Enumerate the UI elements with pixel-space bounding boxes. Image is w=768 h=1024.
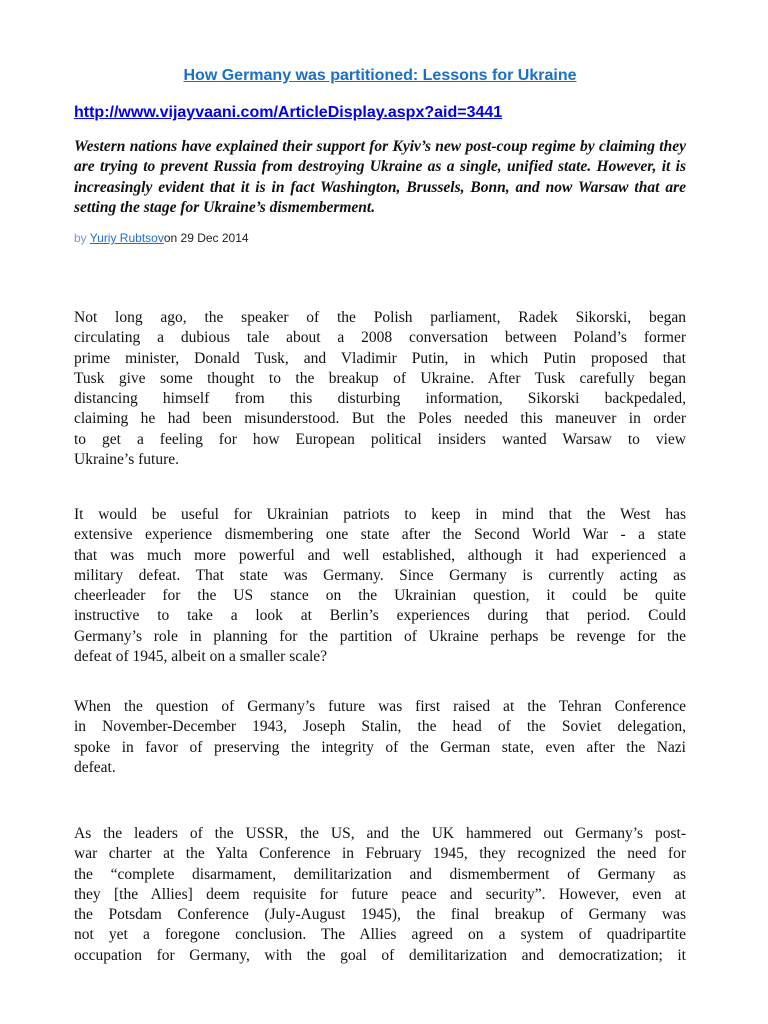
paragraph-line: Tusk give some thought to the breakup of Ukraine. After Tusk carefully began xyxy=(74,369,686,387)
paragraph-line: extensive experience dismembering one state after the Second World War - a state xyxy=(74,526,686,544)
paragraph-line: circulating a dubious tale about a 2008 conversation between Poland’s former xyxy=(74,329,686,347)
paragraph-line: instructive to take a look at Berlin’s experiences during that period. Could xyxy=(74,607,686,625)
byline xyxy=(74,231,249,245)
paragraph-line: defeat of 1945, albeit on a smaller scale? xyxy=(74,648,328,666)
paragraph-line: in November-December 1943, Joseph Stalin, the head of the Soviet delegation, xyxy=(74,718,686,736)
document-page xyxy=(74,0,686,1024)
byline-by: by xyxy=(74,231,90,245)
article-lede: Western nations have explained their support for Kyiv’s new post-coup regime by claiming they are trying to prevent Russia from destroying Ukraine as a single, unified state. However, it is increasingly evident that it is in fact Washington, Brussels, Bonn, and now Warsaw that are setting the stage for Ukraine’s dismemberment. xyxy=(74,138,686,216)
paragraph-4 xyxy=(74,824,686,966)
paragraph-line: claiming he had been misunderstood. But the Poles needed this maneuver in order xyxy=(74,410,686,428)
paragraph-line: not yet a foregone conclusion. The Allies agreed on a system of quadripartite xyxy=(74,926,686,944)
paragraph-line: war charter at the Yalta Conference in February 1945, they recognized the need for xyxy=(74,845,686,863)
article-title-link[interactable]: How Germany was partitioned: Lessons for Ukraine xyxy=(183,67,577,84)
paragraph-line: occupation for Germany, with the goal of demilitarization and democratization; it xyxy=(74,946,686,964)
author-link[interactable]: Yuriy Rubtsov xyxy=(89,231,164,245)
paragraph-line: spoke in favor of preserving the integrity of the German state, even after the Nazi xyxy=(74,738,686,756)
paragraph-line: It would be useful for Ukrainian patriots to keep in mind that the West has xyxy=(74,506,686,523)
paragraph-line: Germany’s role in planning for the partition of Ukraine perhaps be revenge for the xyxy=(74,627,686,645)
paragraph-line: Not long ago, the speaker of the Polish parliament, Radek Sikorski, began xyxy=(74,309,686,326)
paragraph-line: military defeat. That state was Germany. Since Germany is currently acting as xyxy=(74,566,686,584)
paragraph-3 xyxy=(74,697,686,778)
paragraph-line: the “complete disarmament, demilitarization and dismemberment of Germany as xyxy=(74,865,686,883)
paragraph-line: distancing himself from this disturbing information, Sikorski backpedaled, xyxy=(74,390,686,408)
byline-date: on 29 Dec 2014 xyxy=(163,231,249,245)
paragraph-line: When the question of Germany’s future was first raised at the Tehran Conference xyxy=(74,698,686,715)
paragraph-1 xyxy=(74,308,686,470)
paragraph-line: the Potsdam Conference (July-August 1945), the final breakup of Germany was xyxy=(74,906,686,924)
paragraph-line: they [the Allies] deem requisite for future peace and security”. However, even at xyxy=(74,885,686,903)
paragraph-line: defeat. xyxy=(74,758,116,776)
paragraph-line: to get a feeling for how European political insiders wanted Warsaw to view xyxy=(74,430,686,448)
paragraph-line: As the leaders of the USSR, the US, and the UK hammered out Germany’s post- xyxy=(74,825,686,842)
paragraph-line: cheerleader for the US stance on the Ukrainian question, it could be quite xyxy=(74,587,686,605)
paragraph-line: prime minister, Donald Tusk, and Vladimir Putin, in which Putin proposed that xyxy=(74,349,686,367)
paragraph-line: that was much more powerful and well established, although it had experienced a xyxy=(74,546,686,564)
article-source-url-link[interactable]: http://www.vijayvaani.com/ArticleDisplay.aspx?aid=3441 xyxy=(74,104,503,121)
paragraph-line: Ukraine’s future. xyxy=(74,451,180,469)
paragraph-2 xyxy=(74,505,686,667)
